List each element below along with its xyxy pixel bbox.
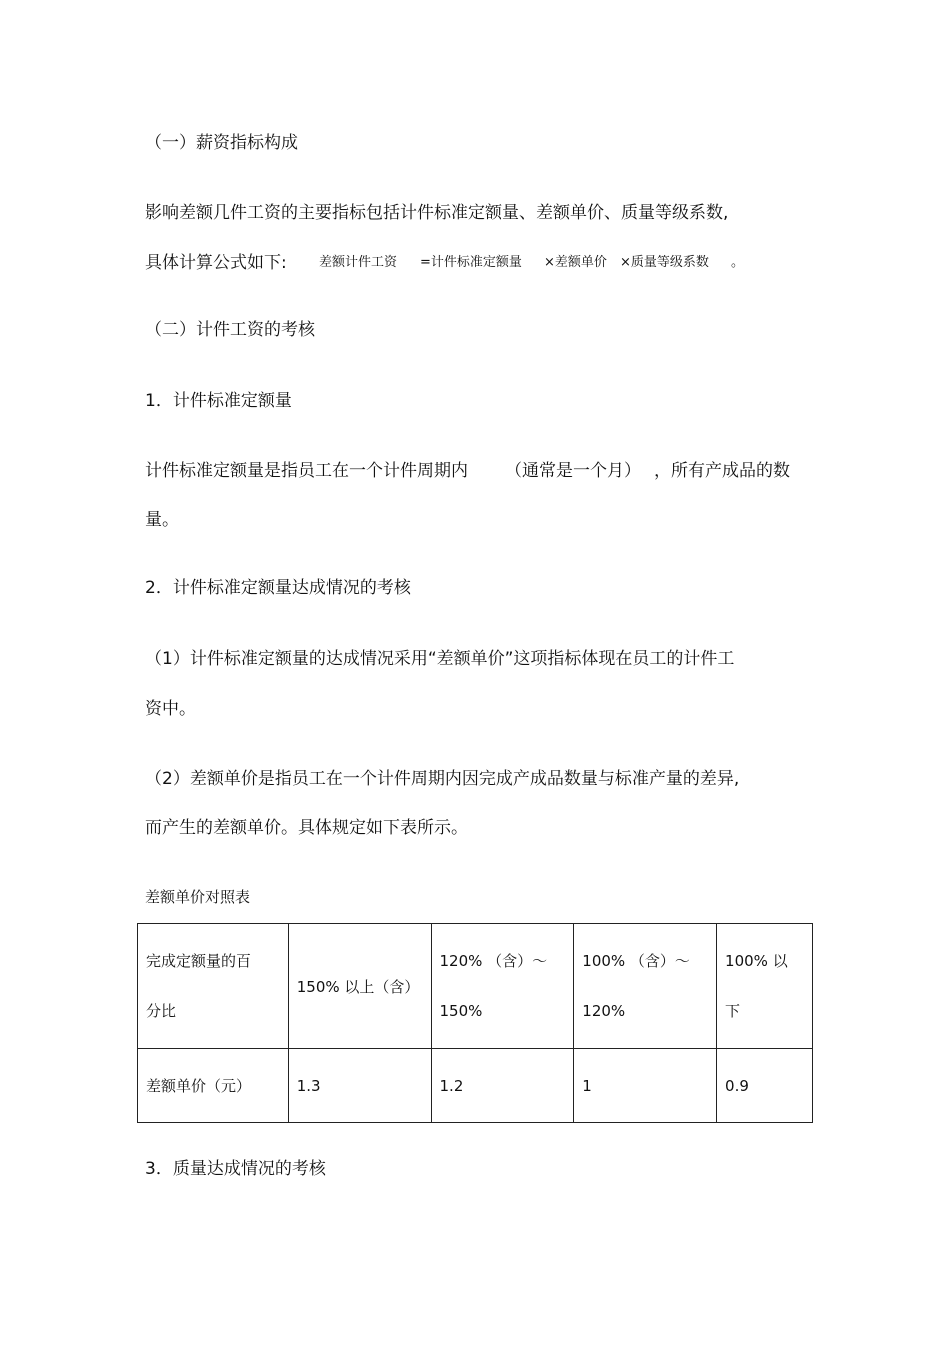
item-1-paragraph-a: 计件标准定额量是指员工在一个计件周期内 <box>145 461 468 481</box>
header-cell-below-100-line-2: 下 <box>725 1002 741 1020</box>
header-cell-below-100-line-1: 100% 以 <box>725 952 788 970</box>
formula-eq: =计件标准定额量 <box>420 255 522 270</box>
section-1-paragraph: 影响差额几件工资的主要指标包括计件标准定额量、差额单价、质量等级系数, <box>145 203 729 223</box>
header-cell-120-150-line-1: 120% （含）～ <box>439 952 548 970</box>
table-caption: 差额单价对照表 <box>145 888 251 906</box>
item-2-title: 2．计件标准定额量达成情况的考核 <box>145 578 411 598</box>
value-cell-below-100: 0.9 <box>717 1049 813 1123</box>
item-1-paragraph-b: （通常是一个月） <box>505 461 641 481</box>
item-2-sub-2-line-1: （2）差额单价是指员工在一个计件周期内因完成产成品数量与标准产量的差异, <box>145 769 740 789</box>
header-cell-percentage-line-1: 完成定额量的百 <box>146 952 252 970</box>
item-1-paragraph-d: 量。 <box>145 510 179 530</box>
value-cell-100-120: 1 <box>574 1049 717 1123</box>
item-2-sub-2-line-2: 而产生的差额单价。具体规定如下表所示。 <box>145 818 468 838</box>
header-cell-100-120-line-2: 120% <box>582 1002 626 1020</box>
item-3-title: 3．质量达成情况的考核 <box>145 1159 326 1179</box>
item-1-paragraph-c: ，所有产成品的数 <box>654 461 790 481</box>
formula-lead: 具体计算公式如下: <box>145 253 287 273</box>
value-cell-120-150: 1.2 <box>431 1049 574 1123</box>
item-2-sub-1-line-1: （1）计件标准定额量的达成情况采用“差额单价”这项指标体现在员工的计件工 <box>145 649 735 669</box>
header-cell-120-150-line-2: 150% <box>439 1002 483 1020</box>
table-header-row <box>138 924 813 1049</box>
formula-lhs: 差额计件工资 <box>319 255 398 270</box>
item-1-title: 1．计件标准定额量 <box>145 391 292 411</box>
formula-term-2: ×质量等级系数 <box>620 255 709 270</box>
header-cell-percentage-line-2: 分比 <box>146 1002 177 1020</box>
section-2-title: （二）计件工资的考核 <box>145 320 315 340</box>
header-cell-100-120-line-1: 100% （含）～ <box>582 952 690 970</box>
header-cell-percentage <box>138 924 289 1049</box>
formula-end: 。 <box>731 255 745 270</box>
difference-price-table <box>137 923 813 1123</box>
header-cell-120-150 <box>431 924 574 1049</box>
table-row <box>138 1049 813 1123</box>
value-cell-150-above: 1.3 <box>288 1049 431 1123</box>
header-cell-100-120 <box>574 924 717 1049</box>
header-cell-150-above: 150% 以上（含） <box>288 924 431 1049</box>
row-label-difference-price: 差额单价（元） <box>138 1049 289 1123</box>
formula-term-1: ×差额单价 <box>544 255 607 270</box>
item-2-sub-1-line-2: 资中。 <box>145 699 196 719</box>
section-1-title: （一）薪资指标构成 <box>145 133 298 153</box>
header-cell-below-100 <box>717 924 813 1049</box>
